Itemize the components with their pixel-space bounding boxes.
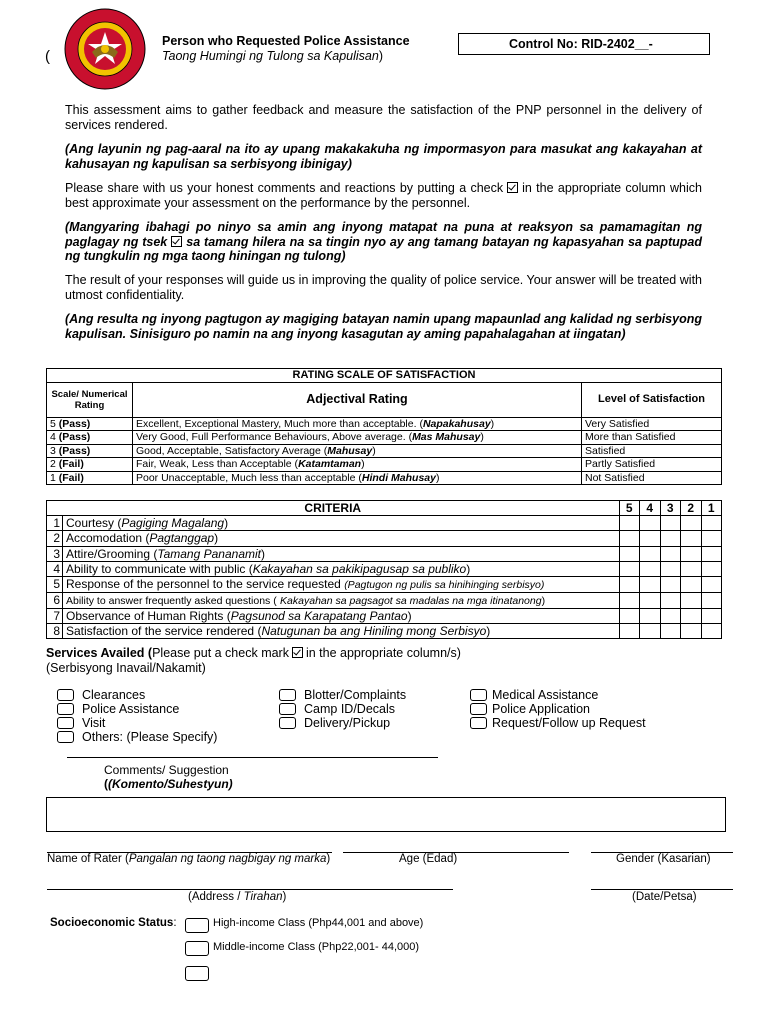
score-cell-1[interactable] — [701, 531, 722, 546]
date-label: (Date/Petsa) — [632, 891, 697, 903]
rating-adjectival-cell: Fair, Weak, Less than Acceptable (Katamtaman) — [133, 458, 582, 472]
score-cell-3[interactable] — [660, 592, 681, 608]
criteria-row — [47, 546, 722, 561]
score-cell-4[interactable] — [640, 561, 661, 576]
address-line[interactable] — [47, 889, 453, 890]
criteria-number: 1 — [47, 516, 63, 531]
instruction-paragraph-en: Please share with us your honest comments and reactions by putting a check in the appropriate column which best approximate your assessment on the performance by the personnel. — [65, 181, 702, 210]
score-cell-3[interactable] — [660, 576, 681, 592]
age-label: Age (Edad) — [399, 853, 458, 865]
rating-scale-cell: 2 (Fail) — [47, 458, 133, 472]
score-cell-5[interactable] — [619, 608, 640, 623]
criteria-row — [47, 576, 722, 592]
criteria-label: Observance of Human Rights (Pagsunod sa Karapatang Pantao) — [63, 608, 620, 623]
score-cell-1[interactable] — [701, 592, 722, 608]
check-mark-icon — [292, 647, 303, 658]
score-cell-4[interactable] — [640, 592, 661, 608]
score-header-2: 2 — [681, 501, 702, 516]
rating-level-cell: Very Satisfied — [582, 417, 722, 431]
control-number-field[interactable]: Control No: RID-2402__- — [458, 33, 710, 55]
medical-assistance-label: Medical Assistance — [492, 688, 599, 702]
score-cell-3[interactable] — [660, 608, 681, 623]
score-cell-1[interactable] — [701, 576, 722, 592]
criteria-label: Attire/Grooming (Tamang Pananamit) — [63, 546, 620, 561]
score-cell-5[interactable] — [619, 531, 640, 546]
rating-adjectival-cell: Poor Unacceptable, Much less than acceptable (Hindi Mahusay) — [133, 471, 582, 485]
score-header-5: 5 — [619, 501, 640, 516]
rating-scale-cell: 4 (Pass) — [47, 431, 133, 445]
delivery-pickup-label: Delivery/Pickup — [304, 716, 391, 730]
score-cell-2[interactable] — [681, 516, 702, 531]
police-application-checkbox[interactable] — [470, 703, 487, 715]
score-cell-3[interactable] — [660, 531, 681, 546]
visit-label: Visit — [82, 716, 106, 730]
others-specify-line[interactable] — [67, 757, 438, 758]
score-cell-5[interactable] — [619, 561, 640, 576]
rating-scale-cell: 3 (Pass) — [47, 444, 133, 458]
col-scale-header: Scale/ Numerical Rating — [47, 382, 133, 417]
rating-row — [47, 417, 722, 431]
criteria-number: 5 — [47, 576, 63, 592]
medical-assistance-checkbox[interactable] — [470, 689, 487, 701]
score-cell-2[interactable] — [681, 576, 702, 592]
criteria-header: CRITERIA — [47, 501, 620, 516]
score-cell-4[interactable] — [640, 531, 661, 546]
criteria-row — [47, 624, 722, 639]
rating-scale-cell: 5 (Pass) — [47, 417, 133, 431]
score-cell-1[interactable] — [701, 624, 722, 639]
col-level-header: Level of Satisfaction — [582, 382, 722, 417]
rating-level-cell: More than Satisfied — [582, 431, 722, 445]
score-header-1: 1 — [701, 501, 722, 516]
rating-row — [47, 444, 722, 458]
criteria-row — [47, 592, 722, 608]
score-cell-2[interactable] — [681, 624, 702, 639]
camp-id-decals-label: Camp ID/Decals — [304, 702, 395, 716]
rating-scale-caption: RATING SCALE OF SATISFACTION — [47, 369, 722, 383]
score-cell-3[interactable] — [660, 546, 681, 561]
score-cell-1[interactable] — [701, 561, 722, 576]
score-cell-3[interactable] — [660, 624, 681, 639]
score-cell-2[interactable] — [681, 592, 702, 608]
confidentiality-paragraph-en: The result of your responses will guide us in improving the quality of police service. Your answer will be treated with utmost confidentiality. — [65, 273, 702, 302]
high-income-checkbox[interactable] — [185, 918, 209, 933]
request-follow-up-checkbox[interactable] — [470, 717, 487, 729]
criteria-number: 3 — [47, 546, 63, 561]
rating-level-cell: Not Satisfied — [582, 471, 722, 485]
score-cell-3[interactable] — [660, 561, 681, 576]
low-income-checkbox[interactable] — [185, 966, 209, 981]
criteria-row — [47, 561, 722, 576]
police-assistance-checkbox[interactable] — [57, 703, 74, 715]
score-cell-4[interactable] — [640, 546, 661, 561]
criteria-label: Ability to communicate with public (Kakayahan sa pakikipagusap sa publiko) — [63, 561, 620, 576]
rating-row — [47, 471, 722, 485]
score-header-3: 3 — [660, 501, 681, 516]
middle-income-label: Middle-income Class (Php22,001- 44,000) — [213, 941, 420, 953]
blotter-complaints-label: Blotter/Complaints — [304, 688, 407, 702]
open-paren: ( — [45, 48, 50, 65]
services-availed-title: Services Availed (Please put a check mark in the appropriate column/s) (Serbisyong Inavail/Nakamit) — [46, 646, 461, 675]
form-subtitle: Taong Humingi ng Tulong sa Kapulisan) — [162, 49, 383, 63]
visit-checkbox[interactable] — [57, 717, 74, 729]
intro-paragraph-en: This assessment aims to gather feedback and measure the satisfaction of the PNP personnel in the delivery of services rendered. — [65, 103, 702, 132]
comments-input[interactable] — [46, 797, 726, 832]
rating-adjectival-cell: Very Good, Full Performance Behaviours, Above average. (Mas Mahusay) — [133, 431, 582, 445]
score-cell-2[interactable] — [681, 561, 702, 576]
score-header-4: 4 — [640, 501, 661, 516]
score-cell-2[interactable] — [681, 531, 702, 546]
score-cell-3[interactable] — [660, 516, 681, 531]
others-label: Others: (Please Specify) — [82, 730, 218, 744]
police-assistance-label: Police Assistance — [82, 702, 180, 716]
check-mark-icon — [171, 236, 182, 247]
confidentiality-paragraph-tl: (Ang resulta ng inyong pagtugon ay magiging batayan namin upang mapaunlad ang kalidad ng serbisyong kapulisan. Sinisiguro po namin na ang inyong kasagutan ay aming papahalagahan at iingatan) — [65, 312, 702, 341]
criteria-table — [46, 500, 722, 639]
request-follow-up-label: Request/Follow up Request — [492, 716, 646, 730]
criteria-row — [47, 516, 722, 531]
rating-row — [47, 431, 722, 445]
score-cell-5[interactable] — [619, 516, 640, 531]
rating-level-cell: Satisfied — [582, 444, 722, 458]
score-cell-5[interactable] — [619, 546, 640, 561]
others-checkbox[interactable] — [57, 731, 74, 743]
criteria-number: 4 — [47, 561, 63, 576]
criteria-label: Accomodation (Pagtanggap) — [63, 531, 620, 546]
criteria-number: 8 — [47, 624, 63, 639]
score-cell-5[interactable] — [619, 576, 640, 592]
rating-adjectival-cell: Excellent, Exceptional Mastery, Much more than acceptable. (Napakahusay) — [133, 417, 582, 431]
score-cell-2[interactable] — [681, 546, 702, 561]
high-income-label: High-income Class (Php44,001 and above) — [213, 917, 424, 929]
pnp-ncr-seal-logo — [64, 8, 146, 90]
socioeconomic-status-label: Socioeconomic Status: — [50, 917, 177, 929]
camp-id-decals-checkbox[interactable] — [279, 703, 296, 715]
score-cell-4[interactable] — [640, 624, 661, 639]
criteria-label: Courtesy (Pagiging Magalang) — [63, 516, 620, 531]
gender-label: Gender (Kasarian) — [616, 853, 711, 865]
score-cell-1[interactable] — [701, 546, 722, 561]
rating-row — [47, 458, 722, 472]
form-title: Person who Requested Police Assistance — [162, 34, 410, 48]
criteria-number: 7 — [47, 608, 63, 623]
criteria-row — [47, 531, 722, 546]
name-of-rater-label: Name of Rater (Pangalan ng taong nagbigay ng marka) — [47, 853, 331, 865]
col-adjectival-header: Adjectival Rating — [133, 382, 582, 417]
delivery-pickup-checkbox[interactable] — [279, 717, 296, 729]
score-cell-4[interactable] — [640, 576, 661, 592]
address-label: (Address / Tirahan) — [188, 891, 287, 903]
check-mark-icon — [507, 182, 518, 193]
rating-scale-table — [46, 368, 722, 485]
instruction-paragraph-tl: (Mangyaring ibahagi po ninyo sa amin ang inyong matapat na puna at reaksyon sa pamamagitan ng paglagay ng tsek sa tamang hilera na sa tingin nyo ay ang tamang batayan ng kapasyahan sa paptupad ng tungkulin ng mga taong hiningan ng tulong) — [65, 220, 702, 263]
rating-scale-cell: 1 (Fail) — [47, 471, 133, 485]
score-cell-1[interactable] — [701, 608, 722, 623]
rating-level-cell: Partly Satisfied — [582, 458, 722, 472]
clearances-checkbox[interactable] — [57, 689, 74, 701]
criteria-number: 2 — [47, 531, 63, 546]
score-cell-1[interactable] — [701, 516, 722, 531]
criteria-number: 6 — [47, 592, 63, 608]
score-cell-4[interactable] — [640, 608, 661, 623]
criteria-label: Ability to answer frequently asked questions ( Kakayahan sa pagsagot sa madalas na mga itinatanong) — [63, 592, 620, 608]
score-cell-2[interactable] — [681, 608, 702, 623]
police-application-label: Police Application — [492, 702, 590, 716]
score-cell-5[interactable] — [619, 624, 640, 639]
blotter-complaints-checkbox[interactable] — [279, 689, 296, 701]
date-line[interactable] — [591, 889, 733, 890]
intro-paragraph-tl: (Ang layunin ng pag-aaral na ito ay upang makakakuha ng impormasyon para masukat ang kakayahan at kahusayan ng kapulisan sa serbisyong ibinigay) — [65, 142, 702, 171]
criteria-label: Satisfaction of the service rendered (Natugunan ba ang Hiniling mong Serbisyo) — [63, 624, 620, 639]
comments-label-tl: ((Komento/Suhestyun) — [104, 777, 233, 791]
criteria-row — [47, 608, 722, 623]
score-cell-4[interactable] — [640, 516, 661, 531]
criteria-label: Response of the personnel to the service requested (Pagtugon ng pulis sa hinihinging serbisyo) — [63, 576, 620, 592]
middle-income-checkbox[interactable] — [185, 941, 209, 956]
clearances-label: Clearances — [82, 688, 146, 702]
rating-adjectival-cell: Good, Acceptable, Satisfactory Average (Mahusay) — [133, 444, 582, 458]
comments-label: Comments/ Suggestion — [104, 763, 229, 777]
score-cell-5[interactable] — [619, 592, 640, 608]
